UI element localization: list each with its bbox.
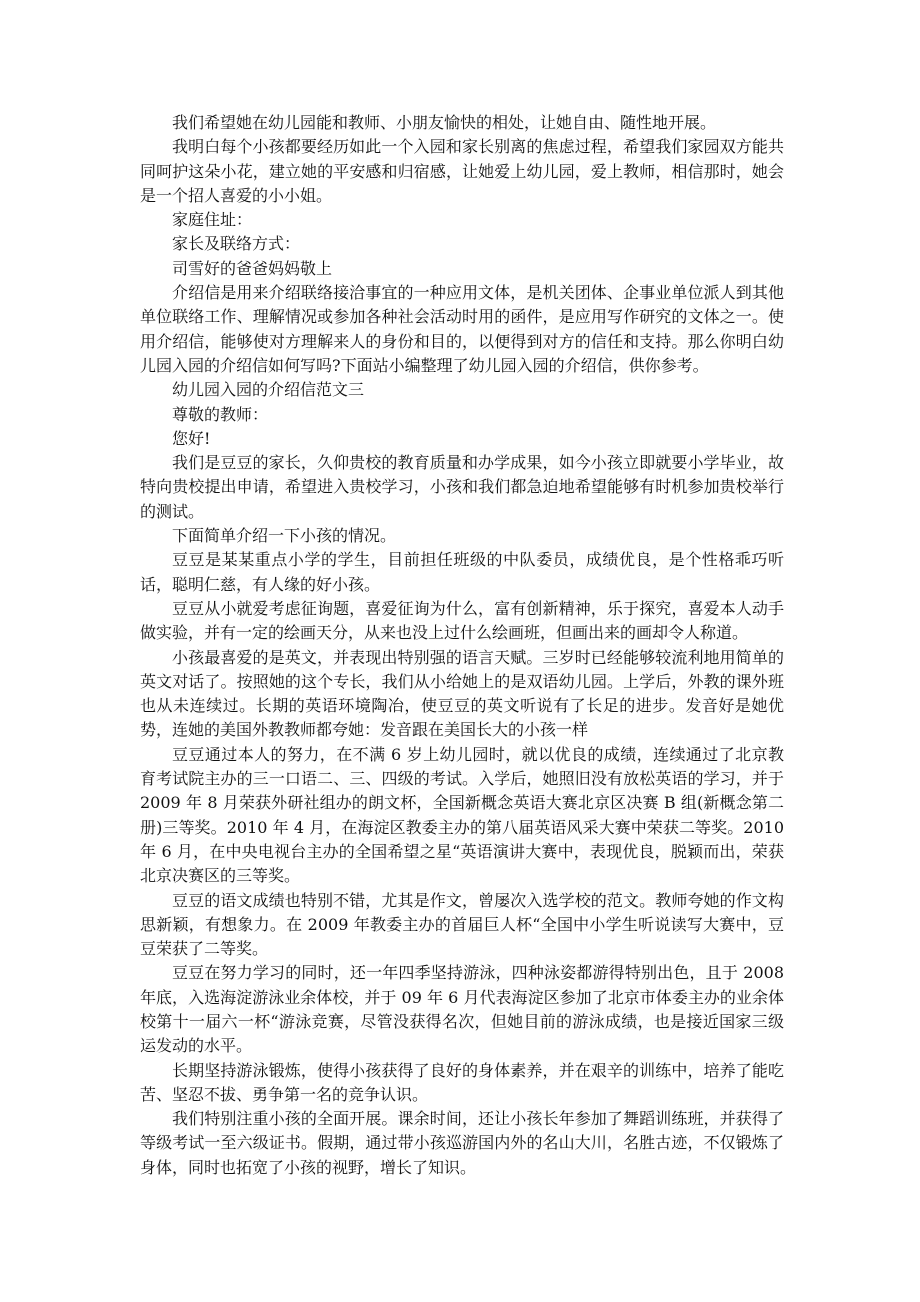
- paragraph-english-awards: 豆豆通过本人的努力，在不满 6 岁上幼儿园时，就以优良的成绩，连续通过了北京教育考试院主办的三一口语二、三、四级的考试。入学后，她照旧没有放松英语的学习，并于 2009 年 8 月荣获外研社组办的朗文杯，全国新概念英语大赛北京区决赛 B 组(新概念第二册)三等奖。2010 年 4 月，在海淀区教委主办的第八届英语风采大赛中荣获二等奖。2010 年 6 月，在中央电视台主办的全国希望之星“英语演讲大赛中，表现优良，脱颖而出，荣获北京决赛区的三等奖。: [140, 744, 784, 886]
- paragraph-introduction-lead: 下面简单介绍一下小孩的情况。: [172, 526, 397, 546]
- paragraph-chinese-writing: 豆豆的语文成绩也特别不错，尤其是作文，曾屡次入选学校的范文。教师夸她的作文构思新颖，有想象力。在 2009 年教委主办的首届巨人杯“全国中小学生听说读写大赛中，豆豆荣获了二等奖。: [140, 890, 784, 959]
- paragraph-swimming: 豆豆在努力学习的同时，还一年四季坚持游泳，四种泳姿都游得特别出色，且于 2008 年底，入选海淀游泳业余体校，并于 09 年 6 月代表海淀区参加了北京市体委主办的业余体校第十一届六一杯“游泳竞赛，尽管没获得名次，但她目前的游泳成绩，也是接近国家三级运发动的水平。: [140, 963, 784, 1056]
- paragraph-home-address: 家庭住址：: [172, 210, 253, 230]
- section-heading: 幼儿园入园的介绍信范文三: [172, 380, 365, 400]
- paragraph-salutation: 尊敬的教师：: [172, 404, 269, 424]
- paragraph-letter-definition: 介绍信是用来介绍联络接洽事宜的一种应用文体，是机关团体、企事业单位派人到其他单位联络工作、理解情况或参加各种社会活动时用的函件，是应用写作研究的文体之一。使用介绍信，能够使对方理解来人的身份和目的，以便得到对方的信任和支持。那么你明白幼儿园入园的介绍信如何写吗?下面站小编整理了幼儿园入园的介绍信，供你参考。: [140, 283, 784, 375]
- paragraph-signature: 司雪好的爸爸妈妈敬上: [172, 258, 333, 278]
- paragraph-all-round-development: 我们特别注重小孩的全面开展。课余时间，还让小孩长年参加了舞蹈训练班，并获得了等级考试一至六级证书。假期，通过带小孩巡游国内外的名山大川，名胜古迹，不仅锻炼了身体，同时也拓宽了小孩的视野，增长了知识。: [140, 1109, 784, 1177]
- paragraph-application: 我们是豆豆的家长，久仰贵校的教育质量和办学成果，如今小孩立即就要小学毕业，故特向贵校提出申请，希望进入贵校学习，小孩和我们都急迫地希望能够有时机参加贵校举行的测试。: [140, 453, 784, 521]
- paragraph-fitness: 长期坚持游泳锻炼，使得小孩获得了良好的身体素养，并在艰辛的训练中，培养了能吃苦、坚忍不拔、勇争第一名的竞争认识。: [140, 1060, 784, 1104]
- paragraph-separation-anxiety: 我明白每个小孩都要经历如此一个入园和家长别离的焦虑过程，希望我们家园双方能共同呵护这朵小花，建立她的平安感和归宿感，让她爱上幼儿园，爱上教师，相信那时，她会是一个招人喜爱的小小姐。: [140, 137, 784, 205]
- paragraph-english-talent: 小孩最喜爱的是英文，并表现出特别强的语言天赋。三岁时已经能够较流利地用简单的英文对话了。按照她的这个专长，我们从小给她上的是双语幼儿园。上学后，外教的课外班也从未连续过。长期的英语环境陶冶，使豆豆的英文听说有了长足的进步。发音好是她优势，连她的美国外教教师都夸她：发音跟在美国长大的小孩一样: [140, 647, 784, 740]
- paragraph-curiosity: 豆豆从小就爱考虑征询题，喜爱征询为什么，富有创新精神，乐于探究，喜爱本人动手做实验，并有一定的绘画天分，从来也没上过什么绘画班，但画出来的画却令人称道。: [140, 598, 784, 643]
- paragraph-student-profile: 豆豆是某某重点小学的学生，目前担任班级的中队委员，成绩优良，是个性格乖巧听话，聪明仁慈，有人缘的好小孩。: [140, 550, 784, 594]
- paragraph-parent-contact: 家长及联络方式：: [172, 234, 301, 254]
- paragraph-greeting: 您好!: [172, 428, 211, 448]
- paragraph-intro-hope: 我们希望她在幼儿园能和教师、小朋友愉快的相处，让她自由、随性地开展。: [172, 113, 717, 132]
